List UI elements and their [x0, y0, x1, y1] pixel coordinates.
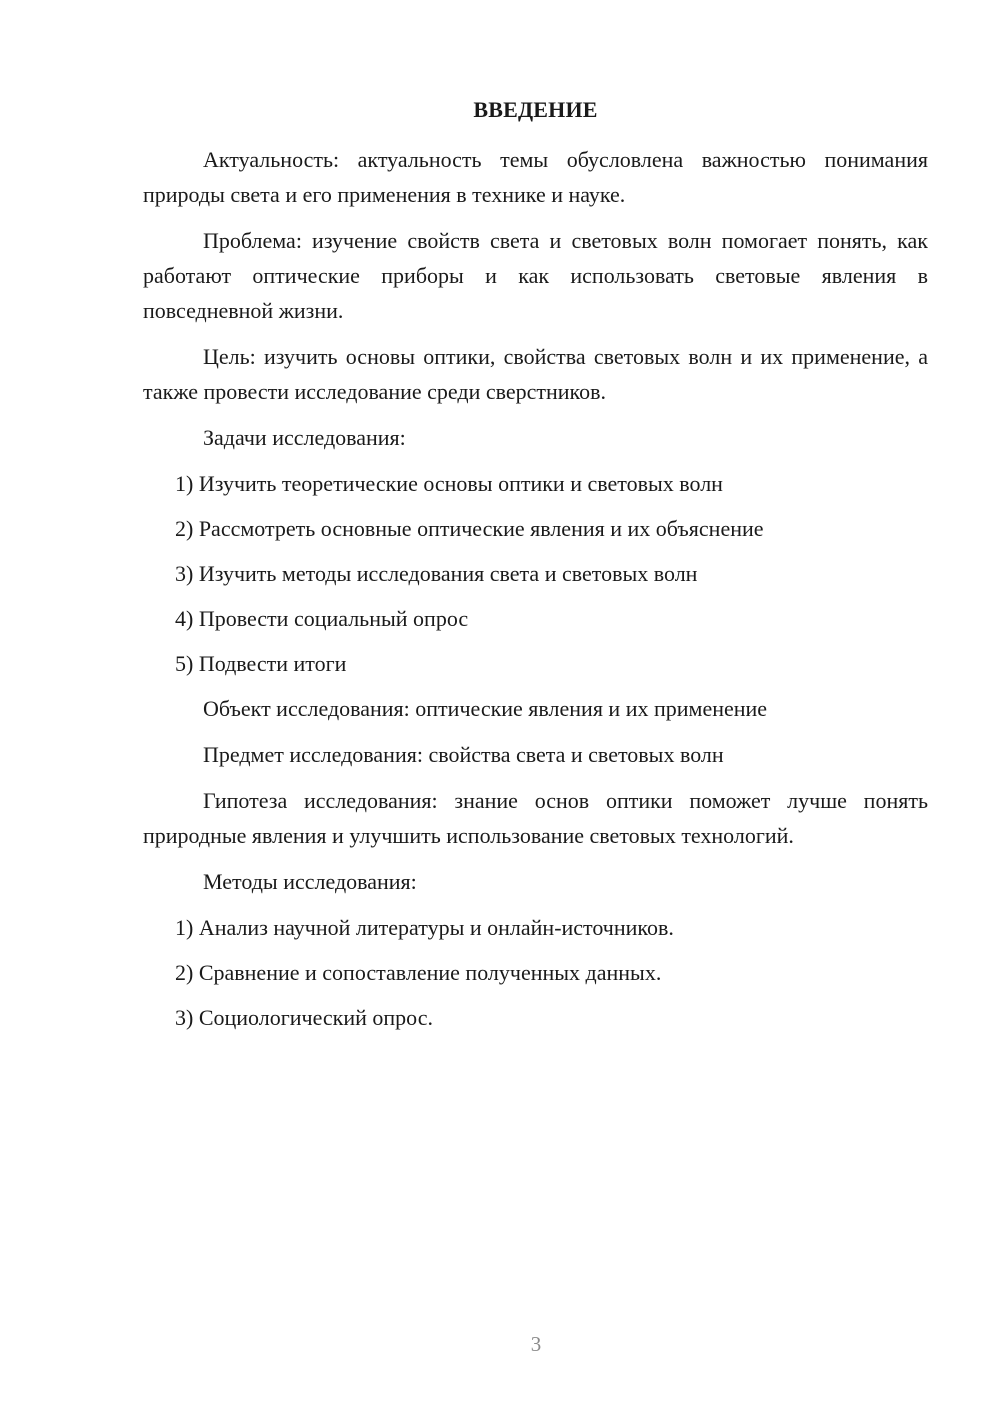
task-item: 4) Провести социальный опрос	[175, 606, 469, 631]
problem-paragraph: Проблема: изучение свойств света и световых волн помогает понять, как работают оптические приборы и как использовать световые явления в повседневной жизни.	[143, 228, 928, 323]
task-item: 5) Подвести итоги	[175, 651, 347, 676]
hypothesis-paragraph: Гипотеза исследования: знание основ оптики поможет лучше понять природные явления и улучшить использование световых технологий.	[143, 788, 928, 848]
object-paragraph: Объект исследования: оптические явления и их применение	[203, 696, 768, 721]
document-page	[143, 92, 928, 1045]
task-item: 1) Изучить теоретические основы оптики и световых волн	[175, 471, 723, 496]
task-item: 3) Изучить методы исследования света и световых волн	[175, 561, 698, 586]
methods-heading: Методы исследования:	[203, 869, 417, 894]
page-number: 3	[530, 1332, 542, 1356]
method-item: 1) Анализ научной литературы и онлайн-источников.	[175, 915, 674, 940]
method-item: 2) Сравнение и сопоставление полученных данных.	[175, 960, 662, 985]
goal-paragraph: Цель: изучить основы оптики, свойства световых волн и их применение, а также провести исследование среди сверстников.	[143, 344, 928, 404]
tasks-heading: Задачи исследования:	[203, 425, 406, 450]
page-title: ВВЕДЕНИЕ	[473, 97, 598, 122]
relevance-paragraph: Актуальность: актуальность темы обусловлена важностью понимания природы света и его применения в технике и науке.	[143, 147, 928, 207]
method-item: 3) Социологический опрос.	[175, 1005, 433, 1030]
task-item: 2) Рассмотреть основные оптические явления и их объяснение	[175, 516, 764, 541]
subject-paragraph: Предмет исследования: свойства света и световых волн	[203, 742, 724, 767]
